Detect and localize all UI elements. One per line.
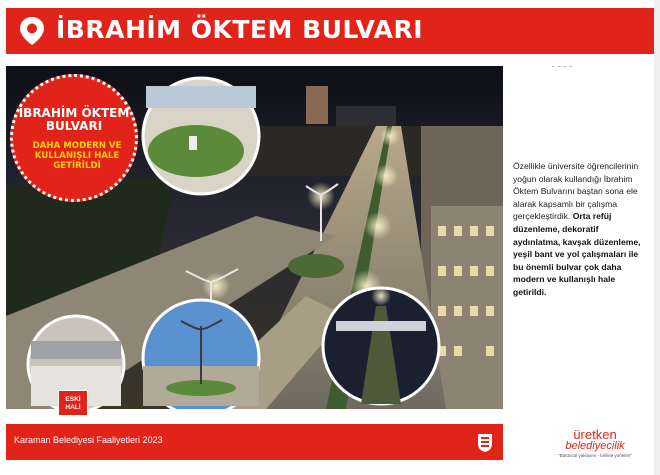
footer-bar — [6, 424, 503, 460]
brand-line-1: üretken — [573, 427, 617, 442]
old-state-label — [58, 390, 88, 416]
brand-logo — [540, 428, 650, 459]
description-intro: Özellikle üniversite öğrencilerinin yoğun olarak kullandığı İbrahim Öktem Bulvarını baştan sona ele alarak kapsamlı bir çalışma gerçekleştirdik. — [513, 161, 639, 222]
badge-subtitle-line-3: GETİRİLDİ — [53, 161, 101, 171]
brand-line-2: belediyecilik — [565, 440, 625, 452]
brand-slogan: "Bütüncül yaklaşım - birlikte yönetim" — [558, 453, 632, 458]
badge-subtitle-line-1: DAHA MODERN VE — [32, 141, 122, 151]
badge-subtitle-line-2: KULLANIŞLI HALE — [34, 151, 120, 161]
description-highlight: Orta refüj düzenleme, dekoratif aydınlatma, kavşak düzenleme, yeşil bant ve yol çalışmaları ile bu önemli bulvar çok daha modern ve kullanışlı hale getirildi. — [513, 211, 641, 297]
header — [0, 0, 660, 62]
badge-title-line-2: BULVARI — [45, 119, 103, 133]
old-state-label-line-2: HALİ — [65, 404, 81, 411]
page-edge — [654, 0, 660, 475]
footer-text: Karaman Belediyesi Faaliyetleri 2023 — [14, 435, 163, 445]
page-title: İBRAHİM ÖKTEM BULVARI — [56, 15, 423, 44]
divider — [552, 66, 572, 67]
badge-title-line-1: İBRAHİM ÖKTEM — [18, 106, 130, 120]
headline-badge — [10, 74, 138, 202]
old-state-label-line-1: ESKİ — [65, 396, 81, 403]
municipality-crest-icon — [476, 431, 494, 453]
badge-title — [13, 107, 135, 133]
description-text — [513, 160, 648, 299]
badge-subtitle — [23, 141, 131, 171]
location-pin-icon — [16, 15, 48, 47]
